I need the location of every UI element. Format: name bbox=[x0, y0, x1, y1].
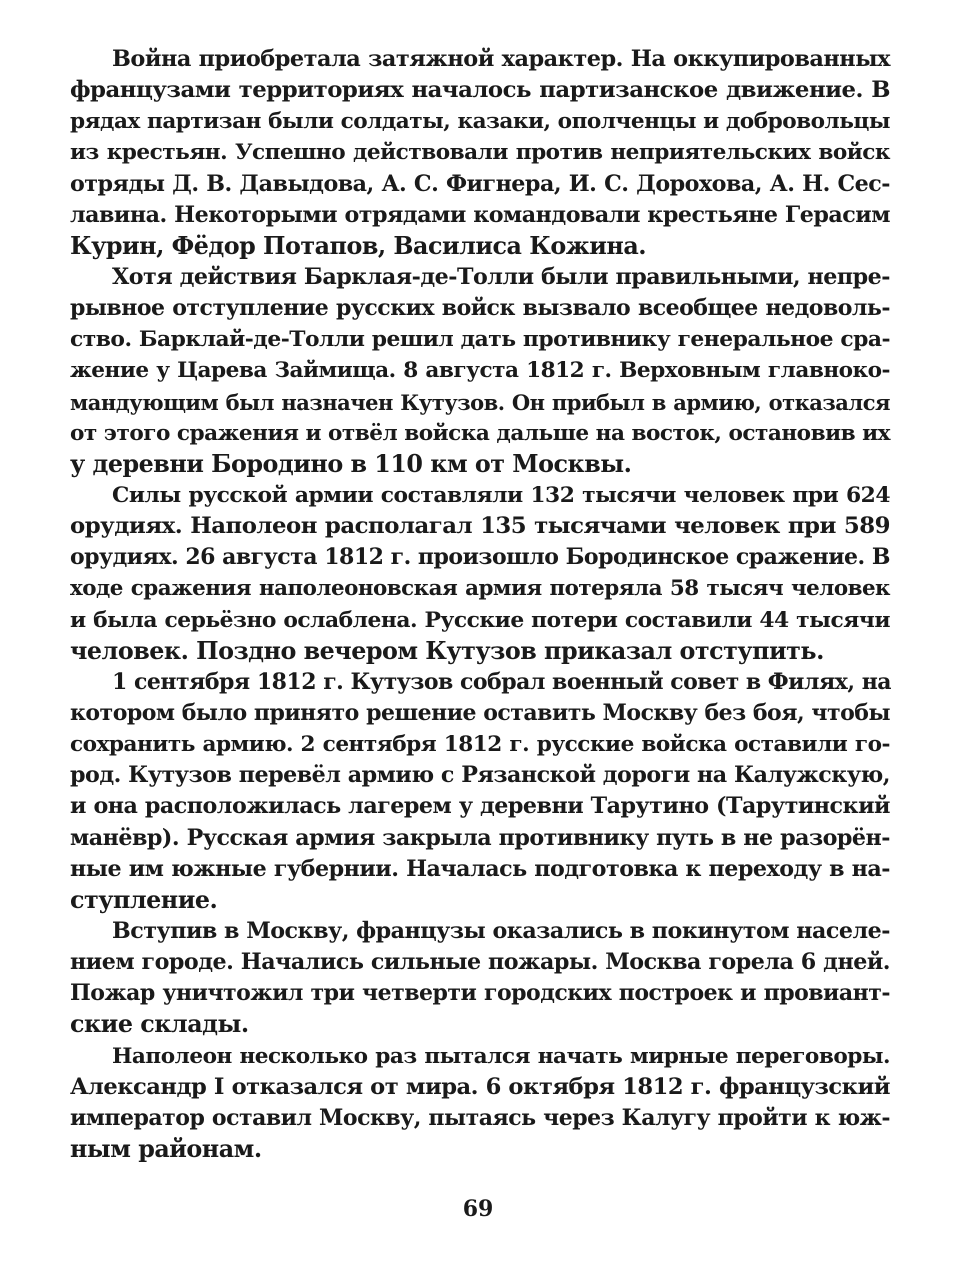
text-line: орудиях. Наполеон располагал 135 тысячами человек при 589 bbox=[70, 513, 890, 540]
text-line: 1 сентября 1812 г. Кутузов собрал военный совет в Филях, на bbox=[112, 668, 892, 695]
text-line: ступление. bbox=[70, 885, 218, 914]
body-text bbox=[70, 44, 890, 1165]
text-line: лавина. Некоторыми отрядами командовали крестьяне Герасим bbox=[70, 201, 890, 228]
paragraph-partisans bbox=[70, 44, 890, 262]
paragraph-barclay bbox=[70, 262, 890, 480]
text-line: и была серьёзно ослаблена. Русские потери составили 44 тысячи bbox=[70, 607, 890, 633]
text-line: и она расположилась лагерем у деревни Тарутино (Тарутинский bbox=[70, 793, 890, 820]
text-line: сохранить армию. 2 сентября 1812 г. русские войска оставили го- bbox=[70, 732, 890, 758]
text-line: император оставил Москву, пытаясь через Калугу пройти к юж- bbox=[70, 1104, 890, 1131]
text-line: отряды Д. В. Давыдова, А. С. Фигнера, И. С. Дорохова, А. Н. Сес- bbox=[70, 170, 890, 197]
text-line: человек. Поздно вечером Кутузов приказал отступить. bbox=[70, 636, 824, 665]
text-line: ские склады. bbox=[70, 1010, 249, 1039]
text-line: Война приобретала затяжной характер. На оккупированных bbox=[112, 46, 890, 72]
page-number: 69 bbox=[462, 1196, 494, 1222]
text-line: Наполеон несколько раз пытался начать мирные переговоры. bbox=[112, 1043, 890, 1069]
text-line: Курин, Фёдор Потапов, Василиса Кожина. bbox=[70, 231, 647, 260]
text-line: манёвр). Русская армия закрыла противнику путь в не разорён- bbox=[70, 824, 890, 851]
text-line: род. Кутузов перевёл армию с Рязанской дороги на Калужскую, bbox=[70, 762, 890, 789]
text-line: рывное отступление русских войск вызвало всеобщее недоволь- bbox=[70, 295, 890, 322]
paragraph-peace-talks bbox=[70, 1041, 890, 1166]
paragraph-borodino bbox=[70, 480, 890, 667]
text-line: у деревни Бородино в 110 км от Москвы. bbox=[70, 449, 632, 478]
text-line: котором было принято решение оставить Москву без боя, чтобы bbox=[70, 699, 890, 726]
text-line: рядах партизан были солдаты, казаки, ополченцы и добровольцы bbox=[70, 109, 890, 135]
text-line: от этого сражения и отвёл войска дальше на восток, остановив их bbox=[70, 420, 891, 446]
text-line: Хотя действия Барклая-де-Толли были правильными, непре- bbox=[112, 263, 890, 290]
text-line: Александр I отказался от мира. 6 октября 1812 г. французский bbox=[70, 1073, 890, 1100]
text-line: жение у Царева Займища. 8 августа 1812 г. Верховным главноко- bbox=[70, 358, 890, 384]
text-line: ство. Барклай-де-Толли решил дать противнику генеральное сра- bbox=[70, 327, 890, 353]
text-line: французами территориях началось партизанское движение. В bbox=[70, 77, 890, 104]
text-line: мандующим был назначен Кутузов. Он прибыл в армию, отказался bbox=[70, 389, 890, 415]
text-line: Вступив в Москву, французы оказались в покинутом населе- bbox=[112, 917, 890, 944]
paragraph-fili bbox=[70, 667, 890, 916]
paragraph-moscow-fire bbox=[70, 916, 890, 1041]
text-line: орудиях. 26 августа 1812 г. произошло Бородинское сражение. В bbox=[70, 544, 890, 571]
text-line: ходе сражения наполеоновская армия потеряла 58 тысяч человек bbox=[70, 576, 890, 602]
text-line: из крестьян. Успешно действовали против неприятельских войск bbox=[70, 140, 890, 166]
text-line: Пожар уничтожил три четверти городских построек и провиант- bbox=[70, 980, 890, 1007]
text-line: нием городе. Начались сильные пожары. Москва горела 6 дней. bbox=[70, 949, 890, 976]
text-line: ные им южные губернии. Началась подготовка к переходу в на- bbox=[70, 855, 890, 882]
text-line: ным районам. bbox=[70, 1134, 262, 1163]
text-line: Силы русской армии составляли 132 тысячи человек при 624 bbox=[112, 482, 890, 508]
